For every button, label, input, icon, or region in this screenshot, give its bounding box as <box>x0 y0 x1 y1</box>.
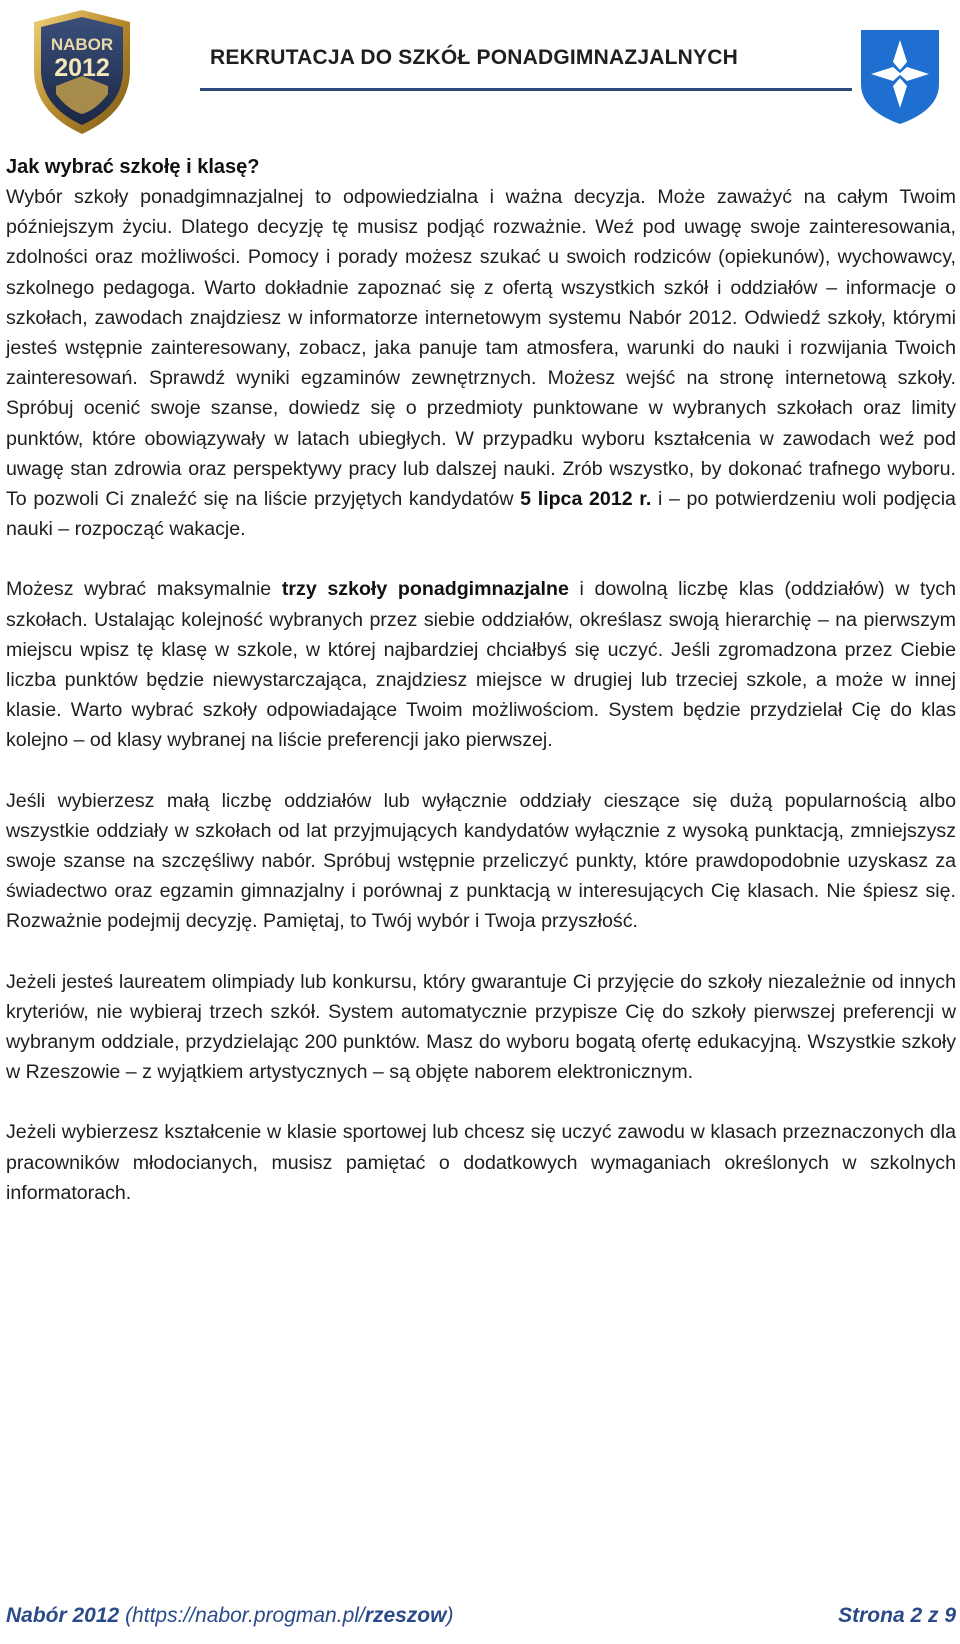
page-number: Strona 2 z 9 <box>838 1604 956 1627</box>
header-title: REKRUTACJA DO SZKÓŁ PONADGIMNAZJALNYCH <box>210 46 738 69</box>
key-phrase: trzy szkoły ponadgimnazjalne <box>281 578 569 601</box>
footer-source: Nabór 2012 (https://nabor.progman.pl/rzeszow) <box>6 1604 454 1627</box>
svg-text:2012: 2012 <box>54 54 110 82</box>
paragraph-4: Jeżeli jesteś laureatem olimpiady lub konkursu, który gwarantuje Ci przyjęcie do szkoły niezależnie od innych kryteriów, nie wybieraj trzech szkół. System automatycznie przypisze Cię do szkoły pierwszej preferencji w wybranym oddziale, przydzielając 200 punktów. Masz do wyboru bogatą ofertę edukacyjną. Wszystkie szkoły w Rzeszowie – z wyjątkiem artystycznych – są objęte naborem elektronicznym. <box>6 970 956 1084</box>
nabor-2012-shield-logo <box>26 8 138 136</box>
rzeszow-cross-emblem <box>857 26 943 126</box>
page-footer <box>6 1604 956 1640</box>
svg-text:NABOR: NABOR <box>50 35 114 54</box>
paragraph-1: Wybór szkoły ponadgimnazjalnej to odpowiedzialna i ważna decyzja. Może zaważyć na całym Twoim późniejszym życiu. Dlatego decyzję tę musisz podjąć rozważnie. Weź pod uwagę swoje zainteresowania, zdolności oraz możliwości. Pomocy i porady możesz szukać u swoich rodziców (opiekunów), wychowawcy, szkolnego pedagoga. Warto dokładnie zapoznać się z ofertą wszystkich szkół i oddziałów – informacje o szkołach, zawodach znajdziesz w informatorze internetowym systemu Nabór 2012. Odwiedź szkoły, którymi jesteś wstępnie zainteresowany, zobacz, jaka panuje tam atmosfera, warunki do nauki i rozwijania Twoich zainteresowań. Sprawdź wyniki egzaminów zewnętrznych. Możesz wejść na stronę internetową szkoły. Spróbuj ocenić swoje szanse, dowiedz się o przedmioty punktowane w wybranych szkołach oraz limity punktów, które obowiązywały w latach ubiegłych. W przypadku wyboru kształcenia w zawodach weź pod uwagę stan zdrowia oraz perspektywy pracy lub dalszej nauki. Zrób wszystko, by dokonać trafnego wyboru. To pozwoli Ci znaleźć się na liście przyjętych kandydatów 5 lipca 2012 r. i – po potwierdzeniu woli podjęcia nauki – rozpocząć wakacje. <box>6 186 956 541</box>
section-heading: Jak wybrać szkołę i klasę? <box>6 156 260 178</box>
page-header <box>0 0 960 140</box>
document-body <box>6 152 956 1238</box>
paragraph-5: Jeżeli wybierzesz kształcenie w klasie sportowej lub chcesz się uczyć zawodu w klasach przeznaczonych dla pracowników młodocianych, musisz pamiętać o dodatkowych wymaganiach określonych w szkolnych informatorach. <box>6 1121 956 1204</box>
header-divider <box>200 88 852 91</box>
key-date: 5 lipca 2012 r. <box>520 488 652 511</box>
paragraph-3: Jeśli wybierzesz małą liczbę oddziałów lub wyłącznie oddziały cieszące się dużą popularnością albo wszystkie oddziały w szkołach od lat przyjmujących kandydatów wyłącznie z wysoką punktacją, zmniejszysz swoje szanse na szczęśliwy nabór. Spróbuj wstępnie przeliczyć punkty, które prawdopodobnie uzyskasz za świadectwo oraz egzamin gimnazjalny i porównaj z punktacją w interesujących Cię klasach. Nie śpiesz się. Rozważnie podejmij decyzję. Pamiętaj, to Twój wybór i Twoja przyszłość. <box>6 789 956 933</box>
paragraph-2: Możesz wybrać maksymalnie trzy szkoły ponadgimnazjalne i dowolną liczbę klas (oddziałów) w tych szkołach. Ustalając kolejność wybranych przez siebie oddziałów, określasz swoją hierarchię – na pierwszym miejscu wpisz tę klasę w szkole, w której najbardziej chciałbyś się uczyć. Jeśli zgromadzona przez Ciebie liczba punktów będzie niewystarczająca, znajdziesz miejsce w drugiej lub trzeciej szkole, a może w innej klasie. Warto wybrać szkoły odpowiadające Twoim możliwościom. System będzie przydzielał Cię do klas kolejno – od klasy wybranej na liście preferencji jako pierwszej. <box>6 578 956 752</box>
